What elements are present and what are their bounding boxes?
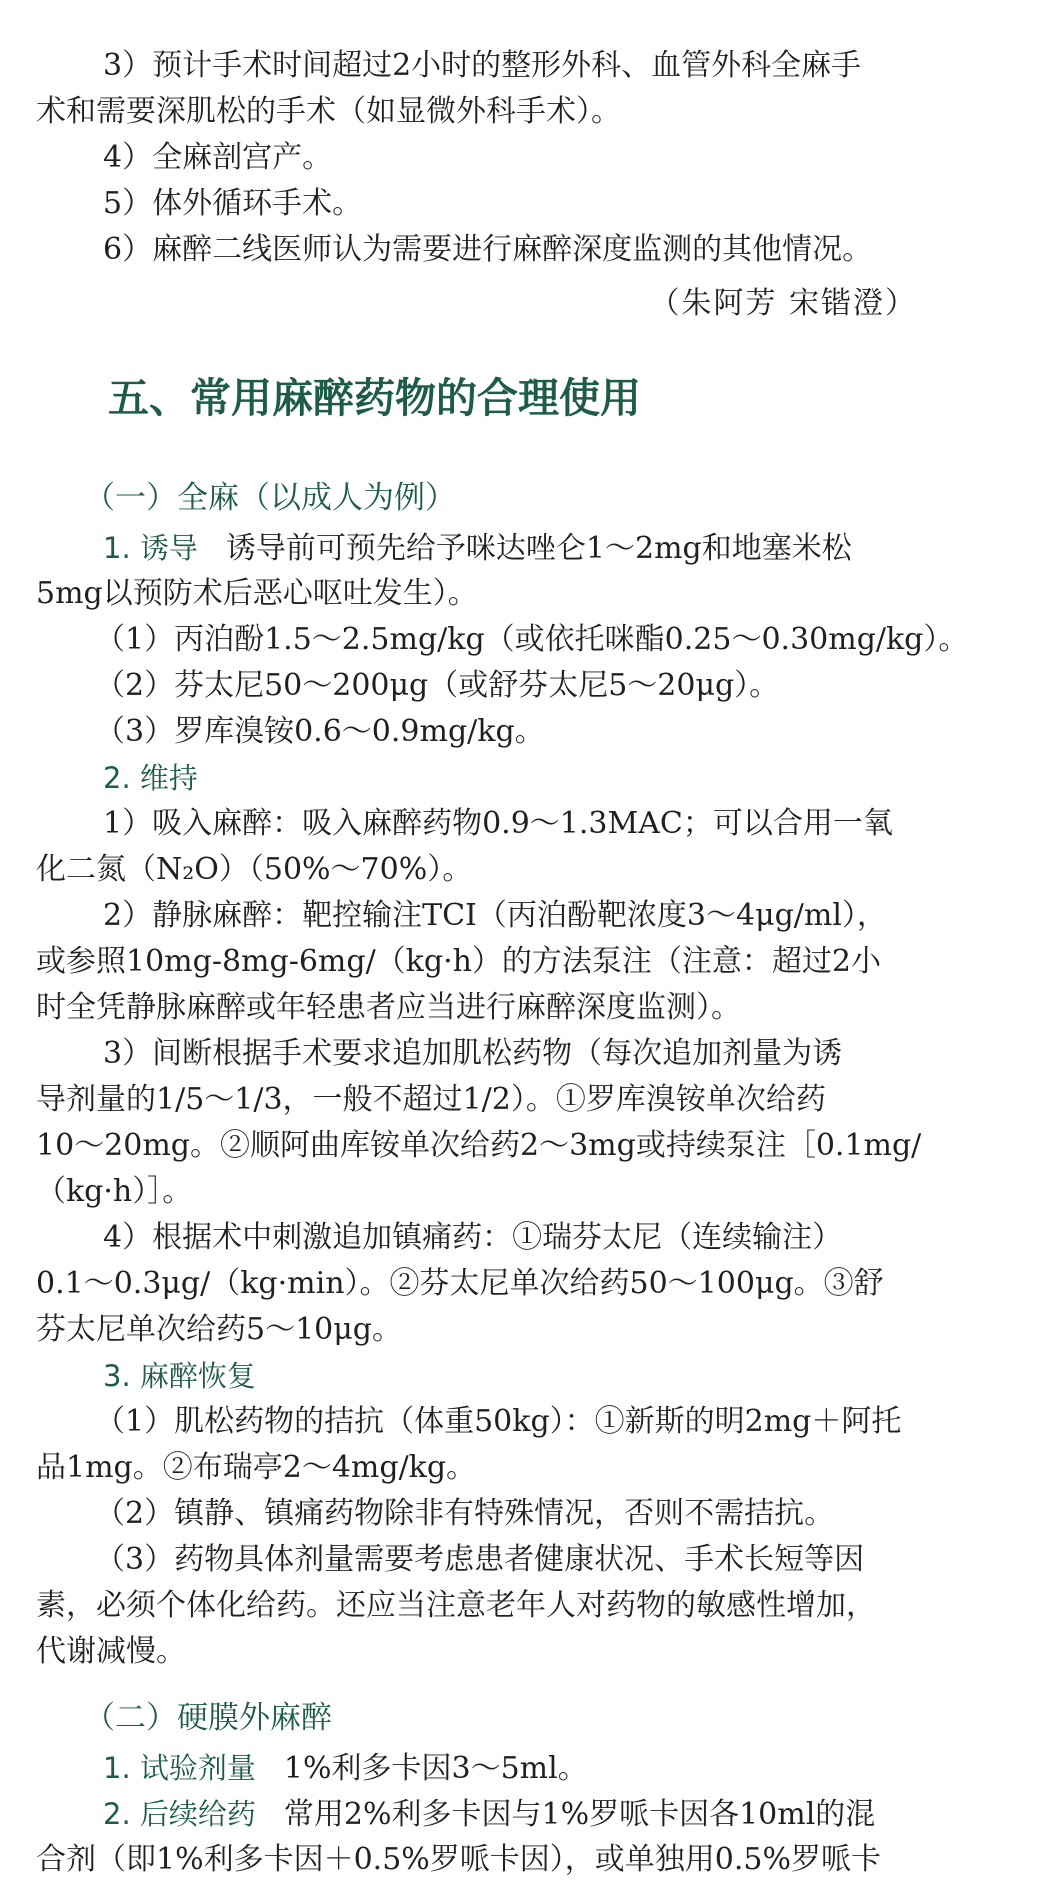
text-line: （kg·h）］。 — [36, 1174, 193, 1209]
text-line: 0.1～0.3μg/（kg·min）。②芬太尼单次给药50～100μg。③舒 — [36, 1266, 884, 1301]
text-line: 2）静脉麻醉：靶控输注TCI（丙泊酚靶浓度3～4μg/ml）， — [103, 898, 887, 933]
text-line: 术和需要深肌松的手术（如显微外科手术）。 — [36, 94, 621, 129]
text-line: 合剂（即1%利多卡因＋0.5%罗哌卡因），或单独用0.5%罗哌卡 — [36, 1842, 882, 1877]
text-line: （2）芬太尼50～200μg（或舒芬太尼5～20μg）。 — [95, 668, 780, 703]
test-dose-text: 1%利多卡因3～5ml。 — [283, 1751, 588, 1786]
text-line: 4）根据术中刺激追加镇痛药：①瑞芬太尼（连续输注） — [103, 1220, 843, 1255]
recovery-heading — [103, 1354, 284, 1399]
maintenance-label: 2. 维持 — [103, 761, 198, 795]
test-dose-label: 1. 试验剂量 — [103, 1751, 256, 1785]
text-line: 芬太尼单次给药5～10μg。 — [36, 1312, 402, 1347]
paragraph-test-dose — [103, 1746, 588, 1791]
text-line: （1）丙泊酚1.5～2.5mg/kg（或依托咪酯0.25～0.30mg/kg）。 — [95, 622, 969, 657]
text-line: （1）肌松药物的拮抗（体重50kg）：①新斯的明2mg＋阿托 — [95, 1404, 902, 1439]
text-line: 化二氮（N₂O）（50%～70%）。 — [36, 852, 473, 887]
paragraph-followup — [103, 1792, 875, 1837]
followup-text: 常用2%利多卡因与1%罗哌卡因各10ml的混 — [283, 1797, 876, 1832]
text-line: 3）间断根据手术要求追加肌松药物（每次追加剂量为诱 — [103, 1036, 843, 1071]
text-line: 5mg以预防术后恶心呕吐发生）。 — [36, 576, 478, 611]
text-line: 4）全麻剖宫产。 — [103, 140, 333, 175]
text-line: （3）药物具体剂量需要考虑患者健康状况、手术长短等因 — [95, 1542, 865, 1577]
text-line: 时全凭静脉麻醉或年轻患者应当进行麻醉深度监测）。 — [36, 990, 741, 1025]
text-line: 3）预计手术时间超过2小时的整形外科、血管外科全麻手 — [103, 48, 862, 83]
text-line: 代谢减慢。 — [36, 1634, 186, 1669]
text-line: （2）镇静、镇痛药物除非有特殊情况，否则不需拮抗。 — [95, 1496, 835, 1531]
subsection-title: （一）全麻（以成人为例） — [84, 480, 456, 516]
text-line: 品1mg。②布瑞亭2～4mg/kg。 — [36, 1450, 477, 1485]
text-line: 导剂量的1/5～1/3，一般不超过1/2）。①罗库溴铵单次给药 — [36, 1082, 826, 1117]
text-line: 6）麻醉二线医师认为需要进行麻醉深度监测的其他情况。 — [103, 232, 873, 267]
author-credit: （朱阿芳 宋锴澄） — [649, 286, 917, 321]
subsection-title: （二）硬膜外麻醉 — [84, 1700, 332, 1736]
text-line: 1）吸入麻醉：吸入麻醉药物0.9～1.3MAC；可以合用一氧 — [103, 806, 893, 841]
text-line: （3）罗库溴铵0.6～0.9mg/kg。 — [95, 714, 545, 749]
text-line: 10～20mg。②顺阿曲库铵单次给药2～3mg或持续泵注［0.1mg/ — [36, 1128, 922, 1163]
recovery-label: 3. 麻醉恢复 — [103, 1359, 256, 1393]
induction-text: 诱导前可预先给予咪达唑仑1～2mg和地塞米松 — [225, 531, 852, 566]
section-title: 五、常用麻醉药物的合理使用 — [108, 374, 641, 422]
paragraph-induction — [103, 526, 852, 571]
maintenance-heading — [103, 756, 226, 801]
induction-label: 1. 诱导 — [103, 531, 198, 565]
text-line: 素，必须个体化给药。还应当注意老年人对药物的敏感性增加， — [36, 1588, 876, 1623]
followup-label: 2. 后续给药 — [103, 1797, 256, 1831]
text-line: 5）体外循环手术。 — [103, 186, 363, 221]
text-line: 或参照10mg-8mg-6mg/（kg·h）的方法泵注（注意：超过2小 — [36, 944, 882, 979]
